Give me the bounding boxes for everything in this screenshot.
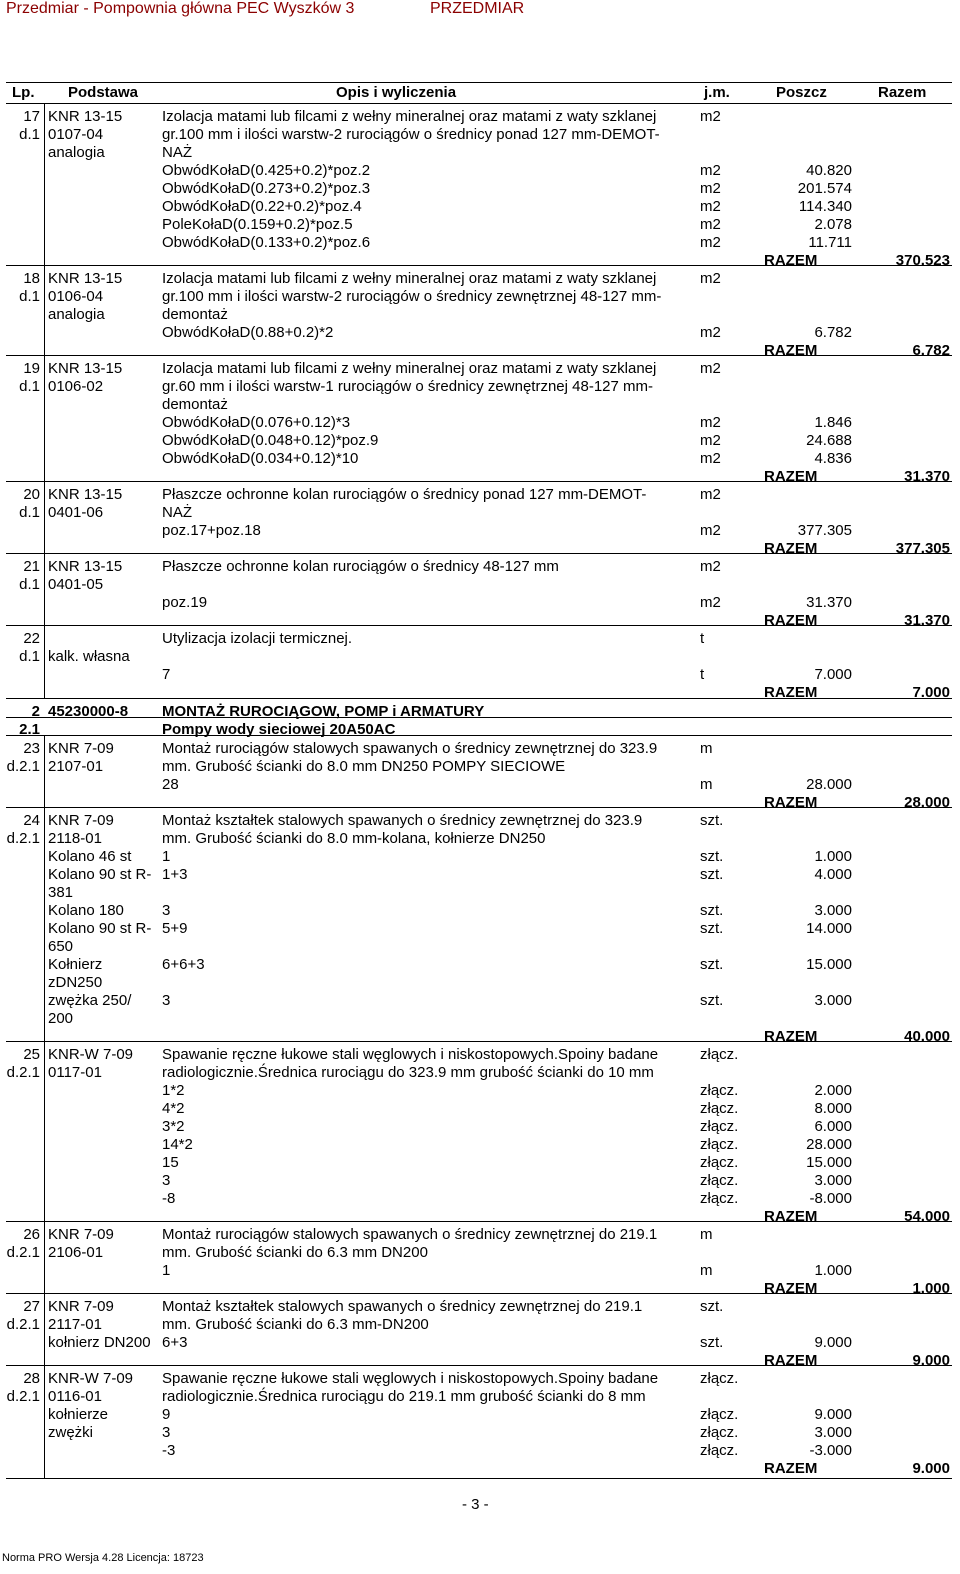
item-description: demontaż xyxy=(162,306,228,323)
item-number: 25 xyxy=(23,1046,40,1063)
item-description: MONTAŻ RUROCIĄGOW, POMP i ARMATURY xyxy=(162,703,485,720)
item-description: mm. Grubość ścianki do 8.0 mm DN250 POMPY SIECIOWE xyxy=(162,758,566,775)
item-description: ObwódKołaD(0.22+0.2)*poz.4 xyxy=(162,198,362,215)
item-partial-value: 2.000 xyxy=(814,1082,852,1099)
item-basis: analogia xyxy=(48,306,105,323)
item-unit: szt. xyxy=(700,812,724,829)
col-header-opis: Opis i wyliczenia xyxy=(336,84,457,101)
item-unit: m2 xyxy=(700,180,721,197)
item-partial-value: 9.000 xyxy=(814,1406,852,1423)
item-partial-value: 4.000 xyxy=(814,866,852,883)
item-basis: KNR 7-09 xyxy=(48,740,114,757)
item-description: 4*2 xyxy=(162,1100,185,1117)
item-unit: m2 xyxy=(700,162,721,179)
item-number: 28 xyxy=(23,1370,40,1387)
item-description: Izolacja matami lub filcami z wełny mineralnej oraz matami z waty szklanej xyxy=(162,360,657,377)
item-number: 19 xyxy=(23,360,40,377)
item-partial-value: 6.000 xyxy=(814,1118,852,1135)
item-description: Płaszcze ochronne kolan rurociągów o średnicy ponad 127 mm-DEMOT- xyxy=(162,486,647,503)
item-description: -8 xyxy=(162,1190,176,1207)
item-unit: złącz. xyxy=(700,1406,739,1423)
item-description: 3 xyxy=(162,1172,171,1189)
col-header-poszcz: Poszcz xyxy=(776,84,827,101)
item-description: Montaż kształtek stalowych spawanych o średnicy zewnętrznej do 219.1 xyxy=(162,1298,643,1315)
item-number: d.2.1 xyxy=(6,1388,40,1405)
item-unit: m2 xyxy=(700,198,721,215)
item-description: ObwódKołaD(0.076+0.12)*3 xyxy=(162,414,351,431)
item-unit: m2 xyxy=(700,270,721,287)
item-basis: 0116-01 xyxy=(48,1388,102,1405)
item-partial-value: 31.370 xyxy=(806,594,852,611)
item-description: ObwódKołaD(0.048+0.12)*poz.9 xyxy=(162,432,379,449)
item-unit: t xyxy=(700,666,705,683)
item-description: 3 xyxy=(162,992,171,1009)
item-basis: Kolano 90 st R- xyxy=(48,866,152,883)
item-unit: złącz. xyxy=(700,1442,739,1459)
razem-total: 40.000 xyxy=(904,1028,950,1045)
razem-label: RAZEM xyxy=(764,540,818,557)
item-basis: 2118-01 xyxy=(48,830,102,847)
razem-total: 370.523 xyxy=(895,252,950,269)
item-basis: zDN250 xyxy=(48,974,103,991)
item-description: Pompy wody sieciowej 20A50AC xyxy=(162,721,396,738)
item-description: 3*2 xyxy=(162,1118,185,1135)
row-separator xyxy=(6,103,952,104)
item-description: 15 xyxy=(162,1154,179,1171)
item-description: Płaszcze ochronne kolan rurociągów o średnicy 48-127 mm xyxy=(162,558,559,575)
item-unit: szt. xyxy=(700,902,724,919)
item-unit: szt. xyxy=(700,866,724,883)
razem-label: RAZEM xyxy=(764,1208,818,1225)
item-description: Izolacja matami lub filcami z wełny mineralnej oraz matami z waty szklanej xyxy=(162,108,657,125)
item-unit: m2 xyxy=(700,108,721,125)
item-partial-value: -3.000 xyxy=(809,1442,852,1459)
item-unit: m2 xyxy=(700,432,721,449)
item-partial-value: 15.000 xyxy=(806,1154,852,1171)
item-basis: 2117-01 xyxy=(48,1316,102,1333)
razem-total: 6.782 xyxy=(912,342,950,359)
footer-license: Norma PRO Wersja 4.28 Licencja: 18723 xyxy=(2,1552,204,1564)
row-separator xyxy=(6,735,952,736)
item-description: 3 xyxy=(162,1424,171,1441)
item-unit: złącz. xyxy=(700,1370,739,1387)
item-description: Spawanie ręczne łukowe stali węglowych i niskostopowych.Spoiny badane xyxy=(162,1046,659,1063)
item-unit: m xyxy=(700,1262,713,1279)
item-basis: 0106-04 xyxy=(48,288,104,305)
item-unit: m xyxy=(700,1226,713,1243)
item-unit: m2 xyxy=(700,594,721,611)
item-partial-value: 14.000 xyxy=(806,920,852,937)
item-description: ObwódKołaD(0.425+0.2)*poz.2 xyxy=(162,162,371,179)
item-description: 1*2 xyxy=(162,1082,185,1099)
item-unit: złącz. xyxy=(700,1172,739,1189)
col-header-lp: Lp. xyxy=(12,84,35,101)
item-description: 7 xyxy=(162,666,171,683)
header-doc-type: PRZEDMIAR xyxy=(430,0,525,17)
item-unit: m xyxy=(700,776,713,793)
razem-label: RAZEM xyxy=(764,468,818,485)
item-partial-value: 15.000 xyxy=(806,956,852,973)
row-separator xyxy=(6,1478,952,1479)
item-number: d.2.1 xyxy=(6,1244,40,1261)
item-description: radiologicznie.Średnica rurociągu do 323.9 mm grubość ścianki do 10 mm xyxy=(162,1064,654,1081)
razem-total: 54.000 xyxy=(904,1208,950,1225)
razem-total: 31.370 xyxy=(904,468,950,485)
item-unit: złącz. xyxy=(700,1154,739,1171)
razem-total: 28.000 xyxy=(904,794,950,811)
item-basis: KNR 7-09 xyxy=(48,1226,114,1243)
razem-total: 9.000 xyxy=(912,1460,950,1477)
item-unit: m2 xyxy=(700,234,721,251)
item-unit: złącz. xyxy=(700,1424,739,1441)
razem-label: RAZEM xyxy=(764,1280,818,1297)
item-number: d.1 xyxy=(19,288,40,305)
item-basis: 200 xyxy=(48,1010,74,1027)
item-partial-value: 3.000 xyxy=(814,1424,852,1441)
col-header-razem: Razem xyxy=(878,84,927,101)
item-basis: Kolano 90 st R- xyxy=(48,920,152,937)
item-unit: szt. xyxy=(700,956,724,973)
item-basis: KNR 7-09 xyxy=(48,1298,114,1315)
item-unit: m2 xyxy=(700,522,721,539)
item-description: 28 xyxy=(162,776,179,793)
item-description: -3 xyxy=(162,1442,176,1459)
item-number: 23 xyxy=(23,740,40,757)
item-unit: m2 xyxy=(700,558,721,575)
item-partial-value: 40.820 xyxy=(806,162,852,179)
razem-label: RAZEM xyxy=(764,252,818,269)
item-basis: 45230000-8 xyxy=(48,703,129,720)
item-unit: m2 xyxy=(700,414,721,431)
item-number: 2 xyxy=(31,703,40,720)
item-partial-value: 28.000 xyxy=(806,776,852,793)
item-number: 22 xyxy=(23,630,40,647)
header-title: Przedmiar - Pompownia główna PEC Wyszków 3 xyxy=(6,0,355,17)
item-partial-value: 377.305 xyxy=(797,522,852,539)
item-basis: zwężki xyxy=(48,1424,94,1441)
item-description: 3 xyxy=(162,902,171,919)
item-partial-value: 24.688 xyxy=(806,432,852,449)
item-description: ObwódKołaD(0.133+0.2)*poz.6 xyxy=(162,234,371,251)
item-description: 14*2 xyxy=(162,1136,193,1153)
item-unit: t xyxy=(700,630,705,647)
item-description: Spawanie ręczne łukowe stali węglowych i niskostopowych.Spoiny badane xyxy=(162,1370,659,1387)
item-basis: 650 xyxy=(48,938,74,955)
item-basis: Kołnierz xyxy=(48,956,103,973)
item-basis: KNR 13-15 xyxy=(48,486,123,503)
item-partial-value: 1.000 xyxy=(814,848,852,865)
item-partial-value: 1.000 xyxy=(814,1262,852,1279)
item-partial-value: 6.782 xyxy=(814,324,852,341)
item-unit: m2 xyxy=(700,360,721,377)
item-basis: KNR 13-15 xyxy=(48,360,123,377)
item-number: 18 xyxy=(23,270,40,287)
item-description: Montaż rurociągów stalowych spawanych o średnicy zewnętrznej do 323.9 xyxy=(162,740,658,757)
razem-total: 377.305 xyxy=(895,540,950,557)
item-partial-value: 3.000 xyxy=(814,1172,852,1189)
razem-label: RAZEM xyxy=(764,1028,818,1045)
item-unit: m2 xyxy=(700,486,721,503)
item-description: radiologicznie.Średnica rurociągu do 219.1 mm grubość ścianki do 8 mm xyxy=(162,1388,646,1405)
item-description: PoleKołaD(0.159+0.2)*poz.5 xyxy=(162,216,353,233)
item-unit: m xyxy=(700,740,713,757)
item-number: d.1 xyxy=(19,378,40,395)
item-basis: 381 xyxy=(48,884,74,901)
item-description: 1+3 xyxy=(162,866,188,883)
item-basis: 0401-05 xyxy=(48,576,104,593)
item-unit: złącz. xyxy=(700,1100,739,1117)
column-divider-lp-2 xyxy=(44,735,45,1478)
item-partial-value: 3.000 xyxy=(814,992,852,1009)
item-description: Izolacja matami lub filcami z wełny mineralnej oraz matami z waty szklanej xyxy=(162,270,657,287)
item-unit: złącz. xyxy=(700,1082,739,1099)
item-basis: Kolano 46 st xyxy=(48,848,132,865)
item-description: 5+9 xyxy=(162,920,188,937)
item-basis: kołnierze xyxy=(48,1406,109,1423)
item-partial-value: 7.000 xyxy=(814,666,852,683)
item-partial-value: 8.000 xyxy=(814,1100,852,1117)
item-basis: KNR-W 7-09 xyxy=(48,1370,134,1387)
item-unit: m2 xyxy=(700,216,721,233)
item-partial-value: 28.000 xyxy=(806,1136,852,1153)
item-basis: analogia xyxy=(48,144,105,161)
razem-total: 1.000 xyxy=(912,1280,950,1297)
item-partial-value: 11.711 xyxy=(808,234,852,251)
item-partial-value: 2.078 xyxy=(814,216,852,233)
page-number: - 3 - xyxy=(462,1496,489,1513)
item-unit: m2 xyxy=(700,324,721,341)
col-header-podstawa: Podstawa xyxy=(68,84,139,101)
item-partial-value: 9.000 xyxy=(814,1334,852,1351)
item-basis: 0107-04 xyxy=(48,126,104,143)
item-number: 26 xyxy=(23,1226,40,1243)
item-description: Montaż kształtek stalowych spawanych o średnicy zewnętrznej do 323.9 xyxy=(162,812,643,829)
item-unit: m2 xyxy=(700,450,721,467)
razem-total: 9.000 xyxy=(912,1352,950,1369)
item-unit: złącz. xyxy=(700,1190,739,1207)
item-description: ObwódKołaD(0.273+0.2)*poz.3 xyxy=(162,180,371,197)
item-number: d.2.1 xyxy=(6,830,40,847)
item-description: 6+3 xyxy=(162,1334,188,1351)
item-basis: KNR 13-15 xyxy=(48,270,123,287)
column-divider-lp xyxy=(44,103,45,698)
item-description: NAŻ xyxy=(162,144,192,161)
razem-label: RAZEM xyxy=(764,612,818,629)
item-basis: 0106-02 xyxy=(48,378,104,395)
item-number: 27 xyxy=(23,1298,40,1315)
razem-label: RAZEM xyxy=(764,684,818,701)
razem-label: RAZEM xyxy=(764,1352,818,1369)
item-number: 24 xyxy=(23,812,40,829)
item-unit: szt. xyxy=(700,1298,724,1315)
item-number: d.2.1 xyxy=(6,1316,40,1333)
razem-label: RAZEM xyxy=(764,1460,818,1477)
item-number: d.2.1 xyxy=(6,1064,40,1081)
item-unit: szt. xyxy=(700,992,724,1009)
razem-total: 7.000 xyxy=(912,684,950,701)
item-unit: złącz. xyxy=(700,1046,739,1063)
item-unit: szt. xyxy=(700,1334,724,1351)
item-description: mm. Grubość ścianki do 6.3 mm DN200 xyxy=(162,1244,428,1261)
item-description: gr.60 mm i ilości warstw-1 rurociągów o średnicy zewnętrznej 48-127 mm- xyxy=(162,378,654,395)
item-unit: złącz. xyxy=(700,1118,739,1135)
item-basis: kalk. własna xyxy=(48,648,130,665)
item-number: d.1 xyxy=(19,576,40,593)
item-description: 6+6+3 xyxy=(162,956,205,973)
razem-total: 31.370 xyxy=(904,612,950,629)
item-basis: kołnierz DN200 xyxy=(48,1334,151,1351)
item-number: d.1 xyxy=(19,648,40,665)
item-description: 1 xyxy=(162,1262,171,1279)
item-description: 9 xyxy=(162,1406,171,1423)
item-description: poz.17+poz.18 xyxy=(162,522,261,539)
item-basis: 2107-01 xyxy=(48,758,104,775)
item-unit: szt. xyxy=(700,848,724,865)
item-description: ObwódKołaD(0.034+0.12)*10 xyxy=(162,450,359,467)
item-number: d.1 xyxy=(19,504,40,521)
item-basis: 2106-01 xyxy=(48,1244,104,1261)
item-basis: zwężka 250/ xyxy=(48,992,132,1009)
item-number: d.1 xyxy=(19,126,40,143)
item-description: mm. Grubość ścianki do 6.3 mm-DN200 xyxy=(162,1316,429,1333)
item-basis: KNR 7-09 xyxy=(48,812,114,829)
item-partial-value: 1.846 xyxy=(814,414,852,431)
item-description: gr.100 mm i ilości warstw-2 rurociągów o średnicy zewnętrznej 48-127 mm- xyxy=(162,288,662,305)
item-description: mm. Grubość ścianki do 8.0 mm-kolana, kołnierze DN250 xyxy=(162,830,546,847)
col-header-jm: j.m. xyxy=(704,84,730,101)
item-number: 17 xyxy=(23,108,40,125)
item-description: gr.100 mm i ilości warstw-2 rurociągów o średnicy ponad 127 mm-DEMOT- xyxy=(162,126,660,143)
item-basis: Kolano 180 xyxy=(48,902,124,919)
item-unit: szt. xyxy=(700,920,724,937)
item-description: NAŻ xyxy=(162,504,192,521)
item-number: 2.1 xyxy=(19,721,40,738)
item-basis: KNR 13-15 xyxy=(48,558,123,575)
item-description: demontaż xyxy=(162,396,228,413)
item-unit: złącz. xyxy=(700,1136,739,1153)
item-partial-value: 4.836 xyxy=(814,450,852,467)
item-description: 1 xyxy=(162,848,171,865)
row-separator xyxy=(6,82,952,83)
item-description: Utylizacja izolacji termicznej. xyxy=(162,630,353,647)
item-basis: KNR 13-15 xyxy=(48,108,123,125)
item-basis: 0117-01 xyxy=(48,1064,102,1081)
item-partial-value: 201.574 xyxy=(797,180,852,197)
item-partial-value: -8.000 xyxy=(809,1190,852,1207)
item-partial-value: 3.000 xyxy=(814,902,852,919)
item-number: d.2.1 xyxy=(6,758,40,775)
item-partial-value: 114.340 xyxy=(798,198,852,215)
razem-label: RAZEM xyxy=(764,342,818,359)
item-number: 21 xyxy=(23,558,40,575)
item-description: ObwódKołaD(0.88+0.2)*2 xyxy=(162,324,334,341)
item-description: poz.19 xyxy=(162,594,208,611)
item-basis: 0401-06 xyxy=(48,504,104,521)
item-basis: KNR-W 7-09 xyxy=(48,1046,134,1063)
razem-label: RAZEM xyxy=(764,794,818,811)
item-number: 20 xyxy=(23,486,40,503)
item-description: Montaż rurociągów stalowych spawanych o średnicy zewnętrznej do 219.1 xyxy=(162,1226,658,1243)
